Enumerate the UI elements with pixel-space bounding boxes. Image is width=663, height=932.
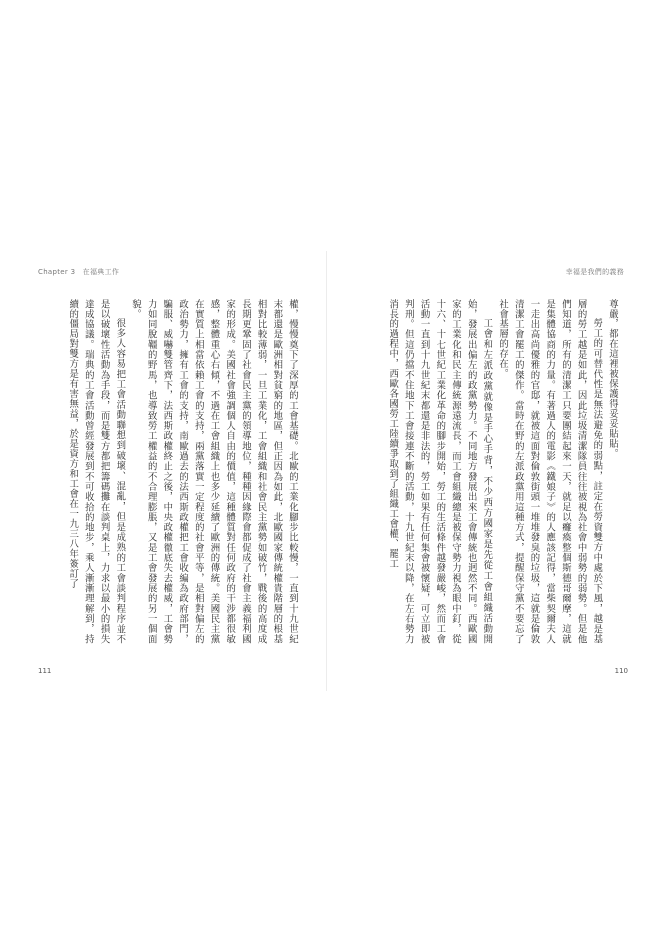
paragraph: 權，慢慢奠下了深厚的工會基礎。北歐的工業化腳步比較慢，一直到十九世紀末都還是歐洲相對貧窮的地區，但正因為如此，北歐國家傳統權貴階層的根基相對比較薄弱，一旦工業化，工會組織和社會民主黨勢如破竹，戰後的高度成長期更鞏固了社會民主黨的領導地位，種種因緣際會都促成了社會主義福利國家的形成。美國社會強調個人自由的價值，這種體質對任何政府的干涉都很敏感，整體重心右傾，不過在工會組織上也多少延續了歐洲的傳統。美國民主黨在實質上相當依賴工會的支持，兩黨落實一定程度的社會平等，是相對偏左的政治勢力，擁有工會的支持，南歐過去的法西斯政權把工會收編為政府部門，騙服、威嚇雙管齊下，法西斯政權終止之後，中央政權徹底失去權威，工會勢力如同脫韁的野馬，也導致勞工權益的不合理膨脹，又是工會發展的另一個面貌。 bbox=[129, 299, 298, 644]
right-page bbox=[332, 241, 642, 701]
body-text bbox=[42, 299, 300, 644]
paragraph: 很多人容易把工會活動聯想到破壞、混亂，但是成熟的工會談判程序並不是以破壞性活動為手段，而是雙方都把籌碼攤在談判桌上，力求以最小的損失達成協議。瑞典的工會活動曾經發展到不可收拾的地步，乘人漸漸理解到，持續的僵局對雙方是有害無益，於是資方和工會在一九三八年簽訂了 bbox=[67, 299, 126, 644]
paragraph: 勞工的可替代性是無法避免的弱點，註定在勞資雙方中處於下風，越是基層的勞工越是如此，因此垃圾清潔隊員往往被視為社會中弱勢的弱勢。但是他們知道，所有的清潔工只要團結起來一天，就足以癱瘓整個斯德哥爾摩，這就是集體協商的力量。有著過人的電影《鐵娘子》的人應該記得，當柴契爾夫人一走出高尚優雅的官邸，就被這面對倫敦街頭一堆堆發臭的垃圾，這就是倫敦清潔工會罷工的傑作。當時在野的左派政黨用這種方式，提醒保守黨不要忘了社會基層的存在。 bbox=[497, 299, 603, 644]
book-spread bbox=[20, 241, 642, 701]
gutter bbox=[326, 251, 327, 691]
paragraph: 工會和左派政黨就像是手心手背，不少西方國家是先從工會組織活動開始，發展出偏左的政黨勢力。不同地方發展出來工會傳統也迥然不同。西歐國家的工業化和民主傳統源遠流長，而工會組織總是被保守勢力視為眼中釘，從十六、十七世紀工業化革命的腳步開始，勞工的生活條件越發嚴峻，然而工會活動一直到十九世紀末都還是非法的，勞工如果有任何集會被懷疑，可立即被判刑。但這仍擋不住地下工會接連不斷的活動，十九世紀末以降，在左右勢力消長的過程中，西歐各國勞工陸續爭取到了組織工會權、罷工 bbox=[387, 299, 493, 644]
running-head: 幸福是我們的義務 bbox=[565, 268, 624, 276]
running-head: Chapter 3 在福典工作 bbox=[38, 268, 120, 276]
left-page bbox=[20, 241, 320, 701]
paragraph: 尊嚴，都在這裡被保護得妥妥貼貼。 bbox=[607, 299, 618, 459]
body-text bbox=[355, 299, 620, 644]
page-number: 111 bbox=[38, 667, 52, 675]
page-number: 110 bbox=[614, 667, 628, 675]
